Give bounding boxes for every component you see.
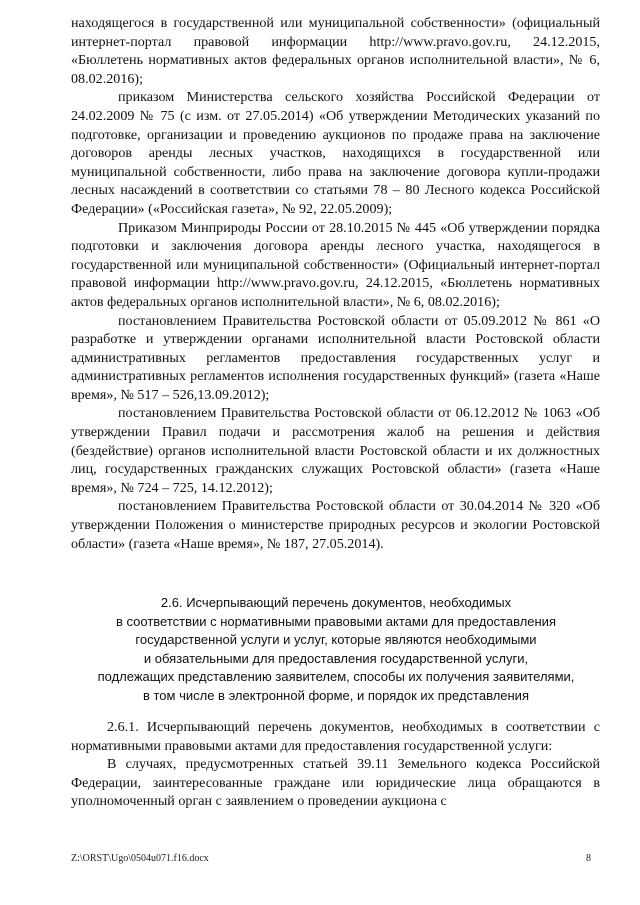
paragraph: постановлением Правительства Ростовской области от 05.09.2012 № 861 «О разработке и утверждении органами исполнительной власти Ростовской области административных регламентов предоставления государственных услуг и административных регламентов исполнения государственных функций» (газета «Наше время», № 517 – 526,13.09.2012); — [71, 312, 600, 403]
paragraph: постановлением Правительства Ростовской области от 30.04.2014 № 320 «Об утверждении Положения о министерстве природных ресурсов и экологии Ростовской области» (газета «Наше время», № 187, 27.05.2014). — [71, 498, 600, 552]
paragraph: постановлением Правительства Ростовской области от 06.12.2012 № 1063 «Об утверждении Правил подачи и рассмотрения жалоб на решения и действия (бездействие) органов исполнительной власти Ростовской области и их должностных лиц, государственных гражданских служащих Ростовской области» (газета «Наше время», № 724 – 725, 14.12.2012); — [71, 405, 600, 496]
heading-line: подлежащих представлению заявителем, способы их получения заявителями, — [97, 669, 575, 685]
page-number: 8 — [586, 853, 591, 864]
heading-line: государственной услуги и услуг, которые являются необходимыми — [135, 632, 537, 648]
heading-line: 2.6. Исчерпывающий перечень документов, необходимых — [160, 595, 512, 610]
document-body — [71, 14, 600, 553]
footer-file-path: Z:\ORST\Ugo\0504u071.f16.docx — [71, 853, 209, 864]
heading-line: в том числе в электронной форме, и порядок их представления — [142, 687, 529, 703]
section-heading — [40, 594, 632, 706]
paragraph: В случаях, предусмотренных статьей 39.11 Земельного кодекса Российской Федерации, заинтересованные граждане или юридические лица обращаются в уполномоченный орган с заявлением о проведении аукциона с — [71, 756, 600, 810]
paragraph: находящегося в государственной или муниципальной собственности» (официальный интернет-портал правовой информации http://www.pravo.gov.ru, 24.12.2015, «Бюллетень нормативных актов федеральных органов исполнительной власти», № 6, 08.02.2016); — [71, 15, 600, 87]
document-body-continued — [71, 718, 600, 811]
heading-line: в соответствии с нормативными правовыми актами для предоставления — [115, 613, 556, 629]
paragraph: 2.6.1. Исчерпывающий перечень документов, необходимых в соответствии с нормативными правовыми актами для предоставления государственной услуги: — [71, 719, 600, 754]
paragraph: приказом Министерства сельского хозяйства Российской Федерации от 24.02.2009 № 75 (с изм. от 27.05.2014) «Об утверждении Методических указаний по подготовке, организации и проведению аукционов по продаже права на заключение договоров аренды лесных участков, находящихся в государственной или муниципальной собственности, либо права на заключение договора купли-продажи лесных насаждений в соответствии со статьями 78 – 80 Лесного кодекса Российской Федерации» («Российская газета», № 92, 22.05.2009); — [71, 89, 600, 217]
heading-line: и обязательными для предоставления государственной услуги, — [143, 650, 529, 666]
paragraph: Приказом Минприроды России от 28.10.2015 № 445 «Об утверждении порядка подготовки и заключения договора аренды лесного участка, находящегося в государственной или муниципальной собственности» (Официальный интернет-портал правовой информации http://www.pravo.gov.ru, 24.12.2015, «Бюллетень нормативных актов федеральных органов исполнительной власти», № 6, 08.02.2016); — [71, 219, 600, 310]
